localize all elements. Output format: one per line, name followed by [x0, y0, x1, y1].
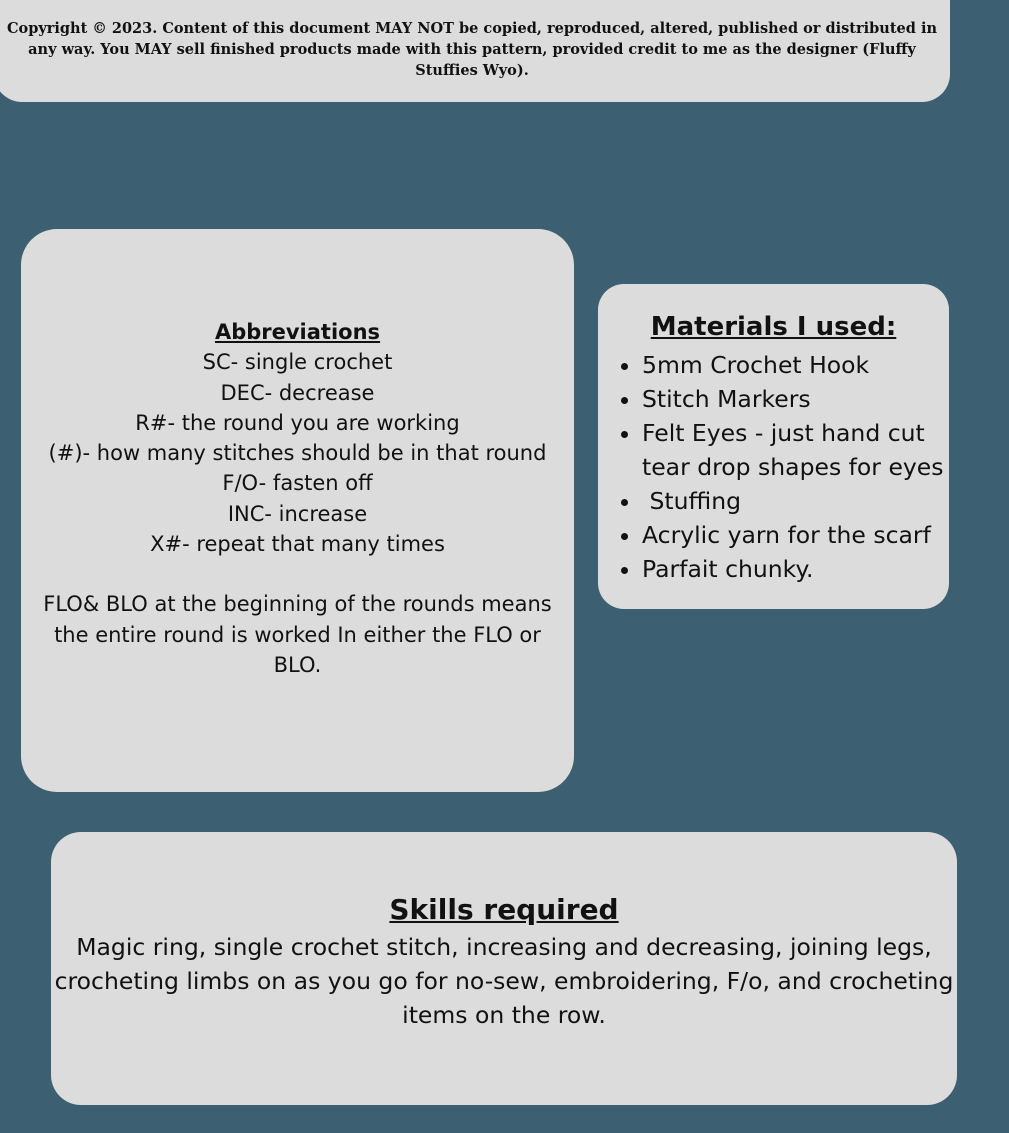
abbreviation-item: (#)- how many stitches should be in that round [48, 441, 547, 466]
abbreviation-item: DEC- decrease [220, 380, 375, 405]
abbreviations-note: FLO& BLO at the beginning of the rounds means the entire round is worked In either the FLO or BLO. [43, 592, 552, 677]
copyright-text: Copyright © 2023. Content of this document MAY NOT be copied, reproduced, altered, published or distributed in any way. You MAY sell finished products made with this pattern, provided credit to me as the designer (Fluffy Stuffies Wyo). [6, 20, 937, 79]
abbreviation-item: INC- increase [227, 501, 368, 526]
abbreviation-item: X#- repeat that many times [150, 532, 445, 557]
materials-list [598, 348, 949, 586]
skills-text: Magic ring, single crochet stitch, increasing and decreasing, joining legs, crocheting limbs on as you go for no-sew, embroidering, F/o, and crocheting items on the row. [54, 933, 954, 1029]
copyright-banner [0, 0, 950, 102]
material-item: • Stuffing [642, 484, 949, 518]
abbreviation-item: F/O- fasten off [222, 471, 373, 496]
material-item: • Stitch Markers [642, 382, 949, 416]
material-item: • Felt Eyes - just hand cut tear drop shapes for eyes [642, 416, 949, 484]
abbreviations-title: Abbreviations [214, 320, 381, 344]
materials-title: Materials I used: [650, 312, 897, 342]
material-item: • 5mm Crochet Hook [642, 348, 949, 382]
materials-panel [598, 284, 949, 609]
skills-title: Skills required [389, 893, 619, 926]
abbreviations-panel [21, 229, 574, 792]
abbreviation-item: R#- the round you are working [135, 410, 460, 435]
material-item: • Acrylic yarn for the scarf [642, 518, 949, 552]
abbreviation-item: SC- single crochet [202, 350, 393, 375]
material-item: • Parfait chunky. [642, 552, 949, 586]
skills-panel [51, 832, 957, 1105]
